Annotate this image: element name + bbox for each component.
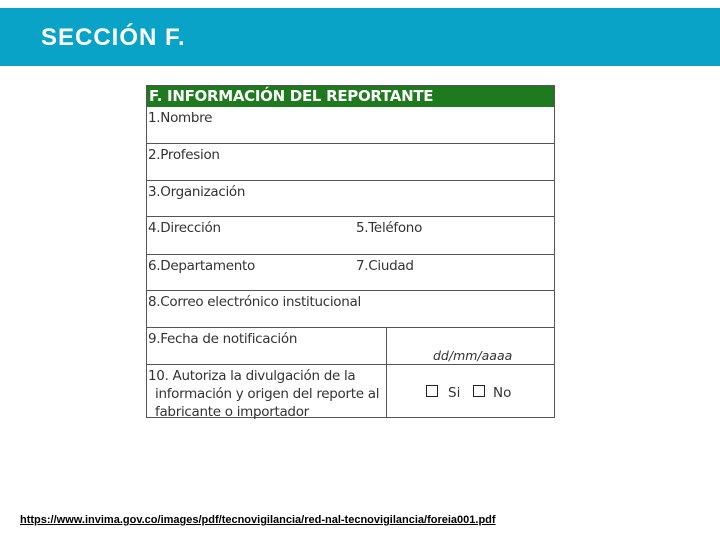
- reporter-form: [146, 85, 555, 418]
- label-departamento: 6.Departamento: [148, 258, 255, 274]
- label-direccion: 4.Dirección: [148, 220, 221, 236]
- row-profesion: [147, 144, 554, 181]
- label-ciudad: 7.Ciudad: [356, 258, 414, 274]
- row-organizacion: [147, 181, 554, 217]
- label-correo: 8.Correo electrónico institucional: [148, 294, 361, 310]
- row-fecha: [147, 328, 554, 365]
- label-no: No: [493, 385, 512, 401]
- label-autoriza: [148, 367, 379, 421]
- autoriza-line-2: información y origen del reporte al: [155, 386, 380, 402]
- autoriza-line-3: fabricante o importador: [155, 404, 309, 420]
- label-fecha: 9.Fecha de notificación: [148, 331, 298, 347]
- autoriza-divider: [386, 365, 387, 418]
- fecha-placeholder: dd/mm/aaaa: [433, 348, 513, 363]
- autoriza-line-1: 10. Autoriza la divulgación de la: [148, 368, 356, 384]
- fecha-divider: [386, 328, 387, 364]
- label-telefono: 5.Teléfono: [356, 220, 423, 236]
- checkbox-no[interactable]: [473, 385, 485, 397]
- label-profesion: 2.Profesion: [148, 147, 220, 163]
- row-departamento-ciudad: [147, 255, 554, 291]
- row-autoriza: [147, 365, 554, 418]
- form-section-header: F. INFORMACIÓN DEL REPORTANTE: [147, 86, 554, 107]
- row-correo: [147, 291, 554, 328]
- row-direccion-telefono: [147, 217, 554, 255]
- slide-title: SECCIÓN F.: [41, 24, 186, 51]
- label-si: Si: [448, 385, 461, 401]
- label-nombre: 1.Nombre: [148, 110, 213, 126]
- source-link[interactable]: https://www.invima.gov.co/images/pdf/tecnovigilancia/red-nal-tecnovigilancia/foreia001.pdf: [20, 514, 496, 526]
- label-organizacion: 3.Organización: [148, 184, 246, 200]
- row-nombre: [147, 107, 554, 144]
- checkbox-si[interactable]: [426, 385, 438, 397]
